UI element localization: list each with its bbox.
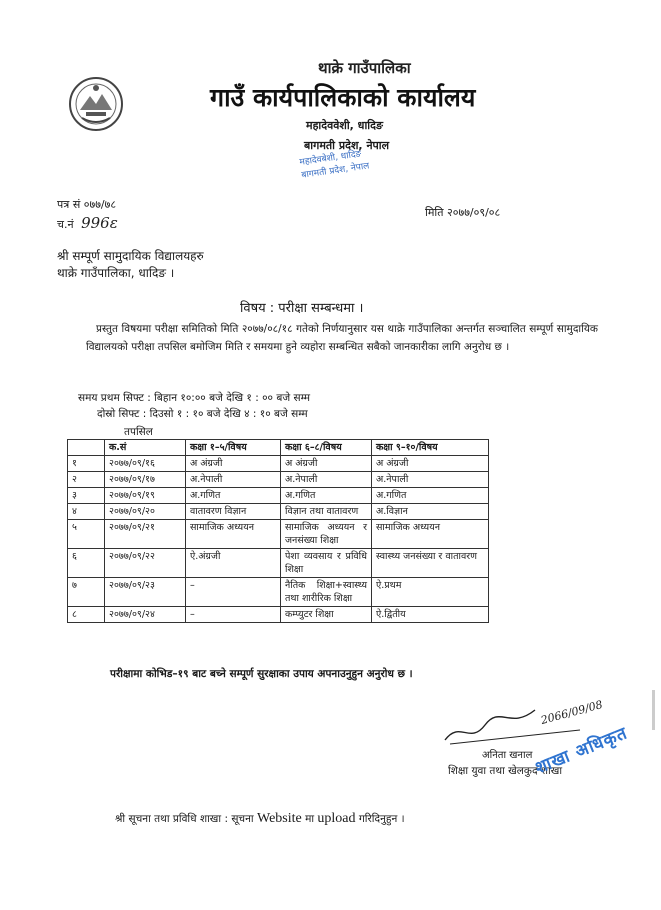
letter-date — [425, 205, 500, 220]
table-row — [68, 504, 489, 520]
table-row — [68, 549, 489, 578]
table-cell: ७ — [68, 578, 105, 607]
table-header-cell: कक्षा १–५/विषय — [186, 440, 281, 456]
addressee-line2: थाक्रे गाउँपालिका, धादिङ । — [57, 266, 175, 280]
table-row — [68, 472, 489, 488]
table-cell: स्वास्थ्य जनसंख्या र वातावरण — [372, 549, 489, 578]
footer-upload: upload — [317, 811, 356, 826]
scan-artifact-icon — [652, 690, 658, 730]
municipality-name: थाक्रे गाउँपालिका — [318, 59, 411, 77]
table-cell: २०७७/०९/२१ — [105, 520, 186, 549]
table-cell: ६ — [68, 549, 105, 578]
covid-note: परीक्षामा कोभिड–१९ बाट बच्ने सम्पूर्ण सुरक्षाका उपाय अपनाउनुहुन अनुरोध छ । — [110, 668, 413, 680]
subject-line: विषय : परीक्षा सम्बन्धमा । — [240, 301, 364, 316]
footer-suffix: गरिदिनुहुन । — [358, 813, 405, 825]
addressee-line1: श्री सम्पूर्ण सामुदायिक विद्यालयहरु — [57, 249, 204, 263]
table-cell: ३ — [68, 488, 105, 504]
table-cell: अ.गणित — [372, 488, 489, 504]
table-cell: ५ — [68, 520, 105, 549]
signature-handwritten-date: 2066/09/08 — [539, 698, 605, 727]
table-cell: अ.गणित — [281, 488, 372, 504]
signatory-name: अनिता खनाल — [482, 750, 533, 761]
table-cell: ऐ.द्वितीय — [372, 607, 489, 623]
table-cell: अ.नेपाली — [372, 472, 489, 488]
table-header-cell — [68, 440, 105, 456]
signatory-section: शिक्षा युवा तथा खेलकुद शाखा — [448, 765, 563, 777]
table-cell: सामाजिक अध्ययन — [186, 520, 281, 549]
patra-number — [57, 197, 116, 212]
officer-stamp: शाखा अधिकृत — [532, 723, 631, 779]
table-header-cell: कक्षा ९–१०/विषय — [372, 440, 489, 456]
first-shift: समय प्रथम सिफ्ट : बिहान १०:०० बजे देखि १ : ०० बजे सम्म — [78, 392, 310, 404]
table-cell: – — [186, 607, 281, 623]
table-cell: अ.गणित — [186, 488, 281, 504]
table-cell: २०७७/०९/१७ — [105, 472, 186, 488]
chalani-label: च.नं — [57, 218, 74, 231]
office-stamp-text: महादेवबेशी, धादिङ बागमती प्रदेश, नेपाल — [298, 149, 371, 181]
table-row — [68, 578, 489, 607]
exam-schedule-table — [67, 439, 489, 623]
table-cell: अ.नेपाली — [186, 472, 281, 488]
patra-label: पत्र सं — [57, 198, 81, 211]
table-cell: कम्प्युटर शिक्षा — [281, 607, 372, 623]
table-cell: २०७७/०९/२४ — [105, 607, 186, 623]
table-cell: २ — [68, 472, 105, 488]
table-row — [68, 520, 489, 549]
table-cell: ८ — [68, 607, 105, 623]
table-cell: अ.नेपाली — [281, 472, 372, 488]
table-row — [68, 456, 489, 472]
table-header-cell: क.सं — [105, 440, 186, 456]
date-value: २०७७/०९/०८ — [447, 206, 501, 219]
table-cell: सामाजिक अध्ययन — [372, 520, 489, 549]
table-cell: विज्ञान तथा वातावरण — [281, 504, 372, 520]
office-address: महादेववेशी, धादिङ — [306, 119, 383, 132]
table-row — [68, 488, 489, 504]
tapasil-label: तपसिल — [124, 426, 153, 438]
footer-note — [115, 811, 405, 827]
table-cell: – — [186, 578, 281, 607]
table-cell: नैतिक शिक्षा+स्वास्थ्य तथा शारीरिक शिक्षा — [281, 578, 372, 607]
table-header-row — [68, 440, 489, 456]
table-cell: २०७७/०९/२० — [105, 504, 186, 520]
table-cell: अ.विज्ञान — [372, 504, 489, 520]
body-paragraph: प्रस्तुत विषयमा परीक्षा समितिको मिति २०७७/०८/१८ गतेको निर्णयानुसार यस थाक्रे गाउँपालिका अन्तर्गत सञ्चालित सम्पूर्ण सामुदायिक विद्यालयको परीक्षा तपसिल बमोजिम मिति र समयमा हुने व्यहोरा सम्बन्धित सबैको जानकारीका लागि अनुरोध छ । — [86, 323, 598, 353]
footer-ma: मा — [305, 813, 315, 825]
table-cell: अ अंग्रजी — [281, 456, 372, 472]
footer-prefix: श्री सूचना तथा प्रविधि शाखा : सूचना — [115, 813, 254, 825]
table-cell: २०७७/०९/२२ — [105, 549, 186, 578]
nepal-emblem-icon — [68, 74, 124, 134]
table-cell: पेशा व्यवसाय र प्रविधि शिक्षा — [281, 549, 372, 578]
table-cell: सामाजिक अध्ययन र जनसंख्या शिक्षा — [281, 520, 372, 549]
patra-value: ०७७/७८ — [83, 198, 117, 211]
table-cell: ऐ.प्रथम — [372, 578, 489, 607]
table-cell: १ — [68, 456, 105, 472]
table-row — [68, 607, 489, 623]
office-stamp — [300, 150, 370, 180]
table-cell: २०७७/०९/१९ — [105, 488, 186, 504]
footer-website: Website — [256, 811, 302, 826]
table-cell: अ अंग्रजी — [186, 456, 281, 472]
chalani-number — [57, 214, 118, 232]
chalani-value: 996ε — [81, 214, 118, 232]
second-shift: दोस्रो सिफ्ट : दिउसो १ : १० बजे देखि ४ : १० बजे सम्म — [97, 408, 308, 420]
table-header-cell: कक्षा ६–८/विषय — [281, 440, 372, 456]
table-cell: २०७७/०९/२३ — [105, 578, 186, 607]
table-cell: ४ — [68, 504, 105, 520]
table-cell: वातावरण विज्ञान — [186, 504, 281, 520]
date-label: मिति — [425, 206, 444, 219]
table-cell: अ अंग्रजी — [372, 456, 489, 472]
table-cell: ऐ.अंग्रजी — [186, 549, 281, 578]
office-province: बागमती प्रदेश, नेपाल — [304, 139, 390, 152]
office-title: गाउँ कार्यपालिकाको कार्यालय — [210, 83, 476, 112]
table-cell: २०७७/०९/१६ — [105, 456, 186, 472]
